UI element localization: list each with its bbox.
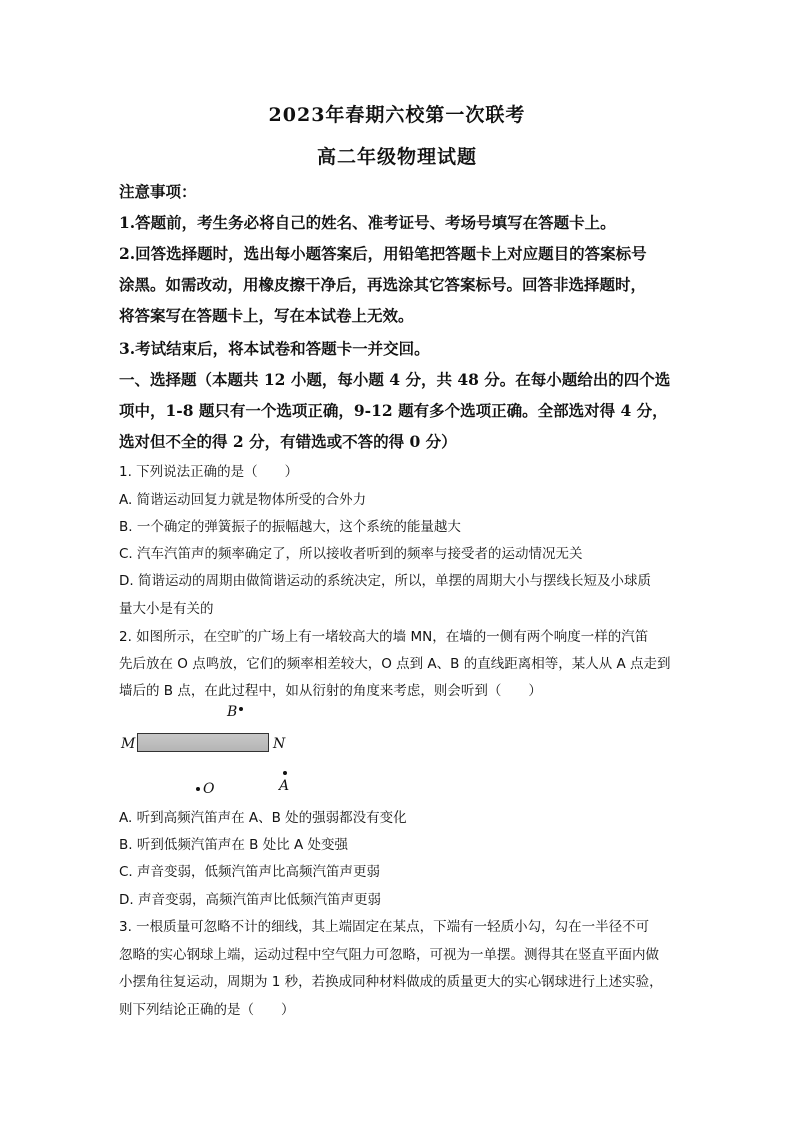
- label-n: N: [273, 736, 286, 752]
- q2-stem-line-1: 2. 如图所示，在空旷的广场上有一堵较高大的墙 MN，在墙的一侧有两个响度一样的汽笛: [119, 629, 649, 645]
- q2-stem-line-2: 先后放在 O 点鸣放，它们的频率相差较大，O 点到 A、B 的直线距离相等，某人从 A 点走到: [119, 656, 671, 672]
- q1-option-d-line-1: D. 简谐运动的周期由做简谐运动的系统决定，所以，单摆的周期大小与摆线长短及小球质: [119, 573, 651, 589]
- wall-mn: [137, 733, 269, 752]
- q2-option-d: D. 声音变弱，高频汽笛声比低频汽笛声更弱: [119, 892, 381, 908]
- notice-item-2-line-3: 将答案写在答题卡上，写在本试卷上无效。: [119, 306, 414, 325]
- exam-title: 2023年春期六校第一次联考: [268, 104, 526, 126]
- q3-line-1: 3. 一根质量可忽略不计的细线，其上端固定在某点，下端有一轻质小勾，勾在一半径不可: [119, 919, 650, 935]
- q2-option-a: A. 听到高频汽笛声在 A、B 处的强弱都没有变化: [119, 810, 407, 826]
- q3-line-4: 则下列结论正确的是（ ）: [119, 1002, 295, 1018]
- q3-line-2: 忽略的实心钢球上端，运动过程中空气阻力可忽略，可视为一单摆。测得其在竖直平面内做: [119, 947, 659, 963]
- section1-line-3: 选对但不全的得 2 分，有错选或不答的得 0 分）: [119, 432, 457, 451]
- q1-option-b: B. 一个确定的弹簧振子的振幅越大，这个系统的能量越大: [119, 519, 461, 535]
- notice-item-2-line-1: 2.回答选择题时，选出每小题答案后，用铅笔把答题卡上对应题目的答案标号: [119, 244, 647, 263]
- point-o: [196, 787, 200, 791]
- q1-stem: 1. 下列说法正确的是（ ）: [119, 464, 299, 480]
- q2-figure: [119, 700, 419, 800]
- notice-heading: 注意事项：: [119, 182, 197, 201]
- q1-option-c: C. 汽车汽笛声的频率确定了，所以接收者听到的频率与接受者的运动情况无关: [119, 546, 583, 562]
- label-a: A: [279, 778, 290, 794]
- label-o: O: [203, 781, 215, 797]
- notice-item-3: 3.考试结束后，将本试卷和答题卡一并交回。: [119, 339, 430, 358]
- q2-option-b: B. 听到低频汽笛声在 B 处比 A 处变强: [119, 837, 349, 853]
- point-b: [239, 707, 243, 711]
- section1-line-1: 一、选择题（本题共 12 小题，每小题 4 分，共 48 分。在每小题给出的四个选: [119, 370, 671, 389]
- q2-option-c: C. 声音变弱，低频汽笛声比高频汽笛声更弱: [119, 864, 381, 880]
- notice-item-2-line-2: 涂黑。如需改动，用橡皮擦干净后，再选涂其它答案标号。回答非选择题时，: [119, 275, 647, 294]
- point-a: [283, 771, 287, 775]
- exam-subtitle: 高二年级物理试题: [316, 146, 477, 168]
- q1-option-d-line-2: 量大小是有关的: [119, 601, 214, 617]
- q3-line-3: 小摆角往复运动，周期为 1 秒，若换成同种材料做成的质量更大的实心钢球进行上述实验，: [119, 974, 663, 990]
- q2-stem-line-3: 墙后的 B 点，在此过程中，如从衍射的角度来考虑，则会听到（ ）: [119, 683, 542, 699]
- q1-option-a: A. 简谐运动回复力就是物体所受的合外力: [119, 492, 367, 508]
- label-b: B: [227, 704, 238, 720]
- section1-line-2: 项中，1-8 题只有一个选项正确，9-12 题有多个选项正确。全部选对得 4 分，: [119, 401, 668, 420]
- notice-item-1: 1.答题前，考生务必将自己的姓名、准考证号、考场号填写在答题卡上。: [119, 213, 616, 232]
- label-m: M: [121, 736, 136, 752]
